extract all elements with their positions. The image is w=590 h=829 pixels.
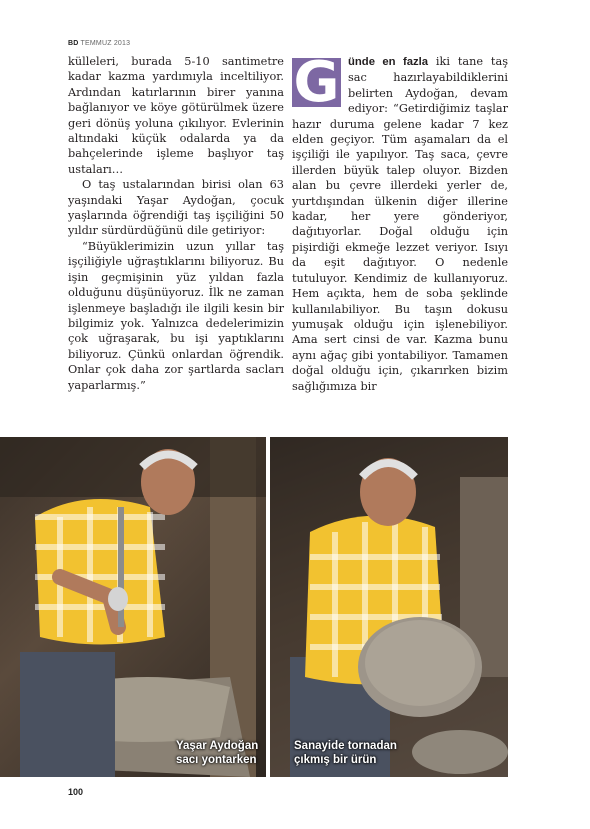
issue-date: TEMMUZ 2013 xyxy=(80,40,131,47)
left-paragraph-3: “Büyüklerimizin uzun yıllar taş işçiliğiyle uğraştıklarını biliyoruz. Bu işin geçmişinin yüz yıldan fazla olduğunu düşünüyoruz. İlk ne zaman işlenmeye başladığı ile ilgili kesin bir bilgimiz yok. Yalnızca dedelerimizin çok uğraşarak, bu işi yaptıklarını biliyoruz. Çünkü onlardan öğrendik. Onlar çok daha zor şartlarda sacları yaparlarmış.” xyxy=(68,239,284,392)
photo-caption-right xyxy=(294,739,397,767)
page-number: 100 xyxy=(68,787,84,797)
right-body-text: iki tane taş sac hazırlayabildiklerini belirten Aydoğan, devam ediyor: “Getirdiğimiz taşlar hazır duruma gelene kadar 7 kez elden geçiyor. Tüm aşamaları da el işçiliği ile yapılıyor. Taş saca, çevre illerden büyük talep oluyor. Bizden alan bu çevre illerdeki yerler de, yurtdışından ülkenin diğer illerine kadar, her yere gönderiyor, dağıtıyorlar. Doğal olduğu için pişirdiği ekmeğe lezzet veriyor. Isıyı da eşit dağıtıyor. O nedenle tutuluyor. Kendimiz de kullanıyoruz. Hem açıkta, hem de soba şeklinde kullanılabiliyor. Bu taşın dokusu yumuşak olduğu için işlenebiliyor. Ama sert cinsi de var. Kazma bunu aynı ağaç gibi yontabiliyor. Tamamen doğal olduğu için, çıkarırken bizim sağlığımıza bir xyxy=(292,55,508,393)
photo-finished-sac xyxy=(270,437,508,777)
running-header xyxy=(68,40,130,47)
lead-in: ünde en fazla xyxy=(348,56,429,68)
right-paragraph xyxy=(292,50,508,394)
magazine-brand: BD xyxy=(68,40,79,47)
photo-finished-sac-illustration xyxy=(270,437,508,777)
caption-right-line-1: Sanayide tornadan xyxy=(294,740,397,752)
caption-left-line-1: Yaşar Aydoğan xyxy=(176,740,259,752)
left-paragraph-1: külleleri, burada 5-10 santimetre kadar kazma yardımıyla inceltiliyor. Ardından katırlarının birer yanına bağlanıyor ve köye götürülmek üzere geri dönüş yoluna çıkılıyor. Evlerinin altındaki küçük odalarda ya da bahçelerinde işleme başlıyor taş ustaları… xyxy=(68,55,284,176)
left-paragraph-2: O taş ustalarından birisi olan 63 yaşındaki Yaşar Aydoğan, çocuk yaşlarında öğrendiği taş işçiliğini 50 yıldır sürdürdüğünü dile getiriyor: xyxy=(68,178,284,238)
caption-left-line-2: sacı yontarken xyxy=(176,754,257,766)
right-column xyxy=(292,50,508,394)
caption-right-line-2: çıkmış bir ürün xyxy=(294,754,377,766)
photo-caption-left xyxy=(176,739,258,767)
drop-cap: G xyxy=(293,50,340,115)
photo-stone-carving-illustration xyxy=(0,437,266,777)
photo-stone-carving xyxy=(0,437,266,777)
photo-strip xyxy=(0,437,508,777)
left-column xyxy=(68,54,284,393)
